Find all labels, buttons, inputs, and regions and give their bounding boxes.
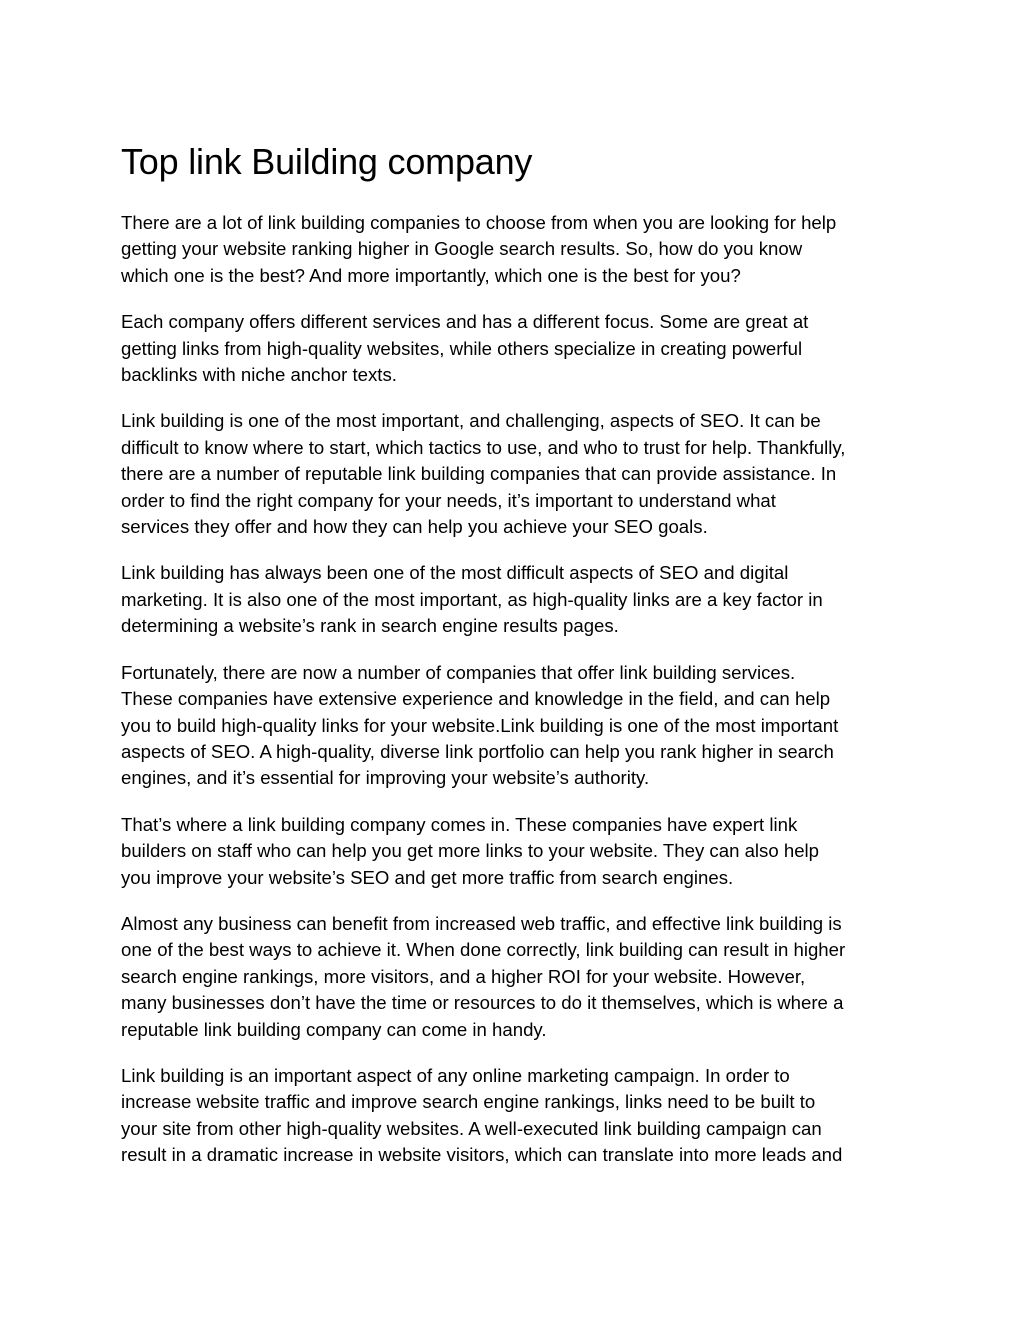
text-line: That’s where a link building company comes in. These companies have expert link: [121, 813, 798, 835]
text-line: Link building is one of the most important, and challenging, aspects of SEO. It can be: [121, 410, 821, 432]
paragraph-1: [121, 210, 911, 289]
paragraph-8: [121, 1063, 911, 1169]
text-line: there are a number of reputable link building companies that can provide assistance. In: [121, 463, 837, 485]
text-line: which one is the best? And more importantly, which one is the best for you?: [121, 264, 741, 286]
text-line: you improve your website’s SEO and get more traffic from search engines.: [121, 866, 734, 888]
document-title: Top link Building company: [121, 141, 533, 182]
paragraph-6: [121, 812, 911, 891]
text-line: search engine rankings, more visitors, and a higher ROI for your website. However,: [121, 965, 806, 987]
text-line: order to find the right company for your needs, it’s important to understand what: [121, 489, 776, 511]
text-line: builders on staff who can help you get more links to your website. They can also help: [121, 840, 820, 862]
text-line: one of the best ways to achieve it. When done correctly, link building can result in higher: [121, 939, 846, 961]
text-line: There are a lot of link building companies to choose from when you are looking for help: [121, 212, 837, 233]
document-page: [121, 140, 911, 1189]
text-line: getting your website ranking higher in Google search results. So, how do you know: [121, 238, 803, 260]
document-body: [121, 210, 911, 1169]
text-line: These companies have extensive experience and knowledge in the field, and can help: [121, 688, 831, 710]
paragraph-5: [121, 660, 911, 792]
text-line: result in a dramatic increase in website visitors, which can translate into more leads and: [121, 1144, 843, 1166]
text-line: services they offer and how they can help you achieve your SEO goals.: [121, 516, 708, 538]
text-line: you to build high-quality links for your website.Link building is one of the most important: [121, 714, 839, 736]
text-line: many businesses don’t have the time or resources to do it themselves, which is where a: [121, 992, 844, 1014]
paragraph-2: [121, 309, 911, 388]
text-line: Fortunately, there are now a number of companies that offer link building services.: [121, 661, 796, 683]
text-line: reputable link building company can come in handy.: [121, 1018, 547, 1040]
text-line: Almost any business can benefit from increased web traffic, and effective link building is: [121, 912, 842, 934]
text-line: increase website traffic and improve search engine rankings, links need to be built to: [121, 1091, 816, 1113]
text-line: difficult to know where to start, which tactics to use, and who to trust for help. Thankfully,: [121, 436, 846, 458]
text-line: determining a website’s rank in search engine results pages.: [121, 615, 619, 637]
text-line: Link building has always been one of the most difficult aspects of SEO and digital: [121, 562, 789, 584]
text-line: Link building is an important aspect of any online marketing campaign. In order to: [121, 1064, 790, 1086]
paragraph-4: [121, 560, 911, 639]
text-line: backlinks with niche anchor texts.: [121, 364, 397, 386]
paragraph-3: [121, 408, 911, 540]
paragraph-7: [121, 911, 911, 1043]
text-line: aspects of SEO. A high-quality, diverse link portfolio can help you rank higher in search: [121, 740, 834, 762]
text-line: engines, and it’s essential for improving your website’s authority.: [121, 767, 650, 789]
text-line: Each company offers different services and has a different focus. Some are great at: [121, 311, 809, 333]
text-line: marketing. It is also one of the most important, as high-quality links are a key factor in: [121, 588, 823, 610]
text-line: getting links from high-quality websites, while others specialize in creating powerful: [121, 337, 803, 359]
text-line: your site from other high-quality websites. A well-executed link building campaign can: [121, 1117, 822, 1139]
